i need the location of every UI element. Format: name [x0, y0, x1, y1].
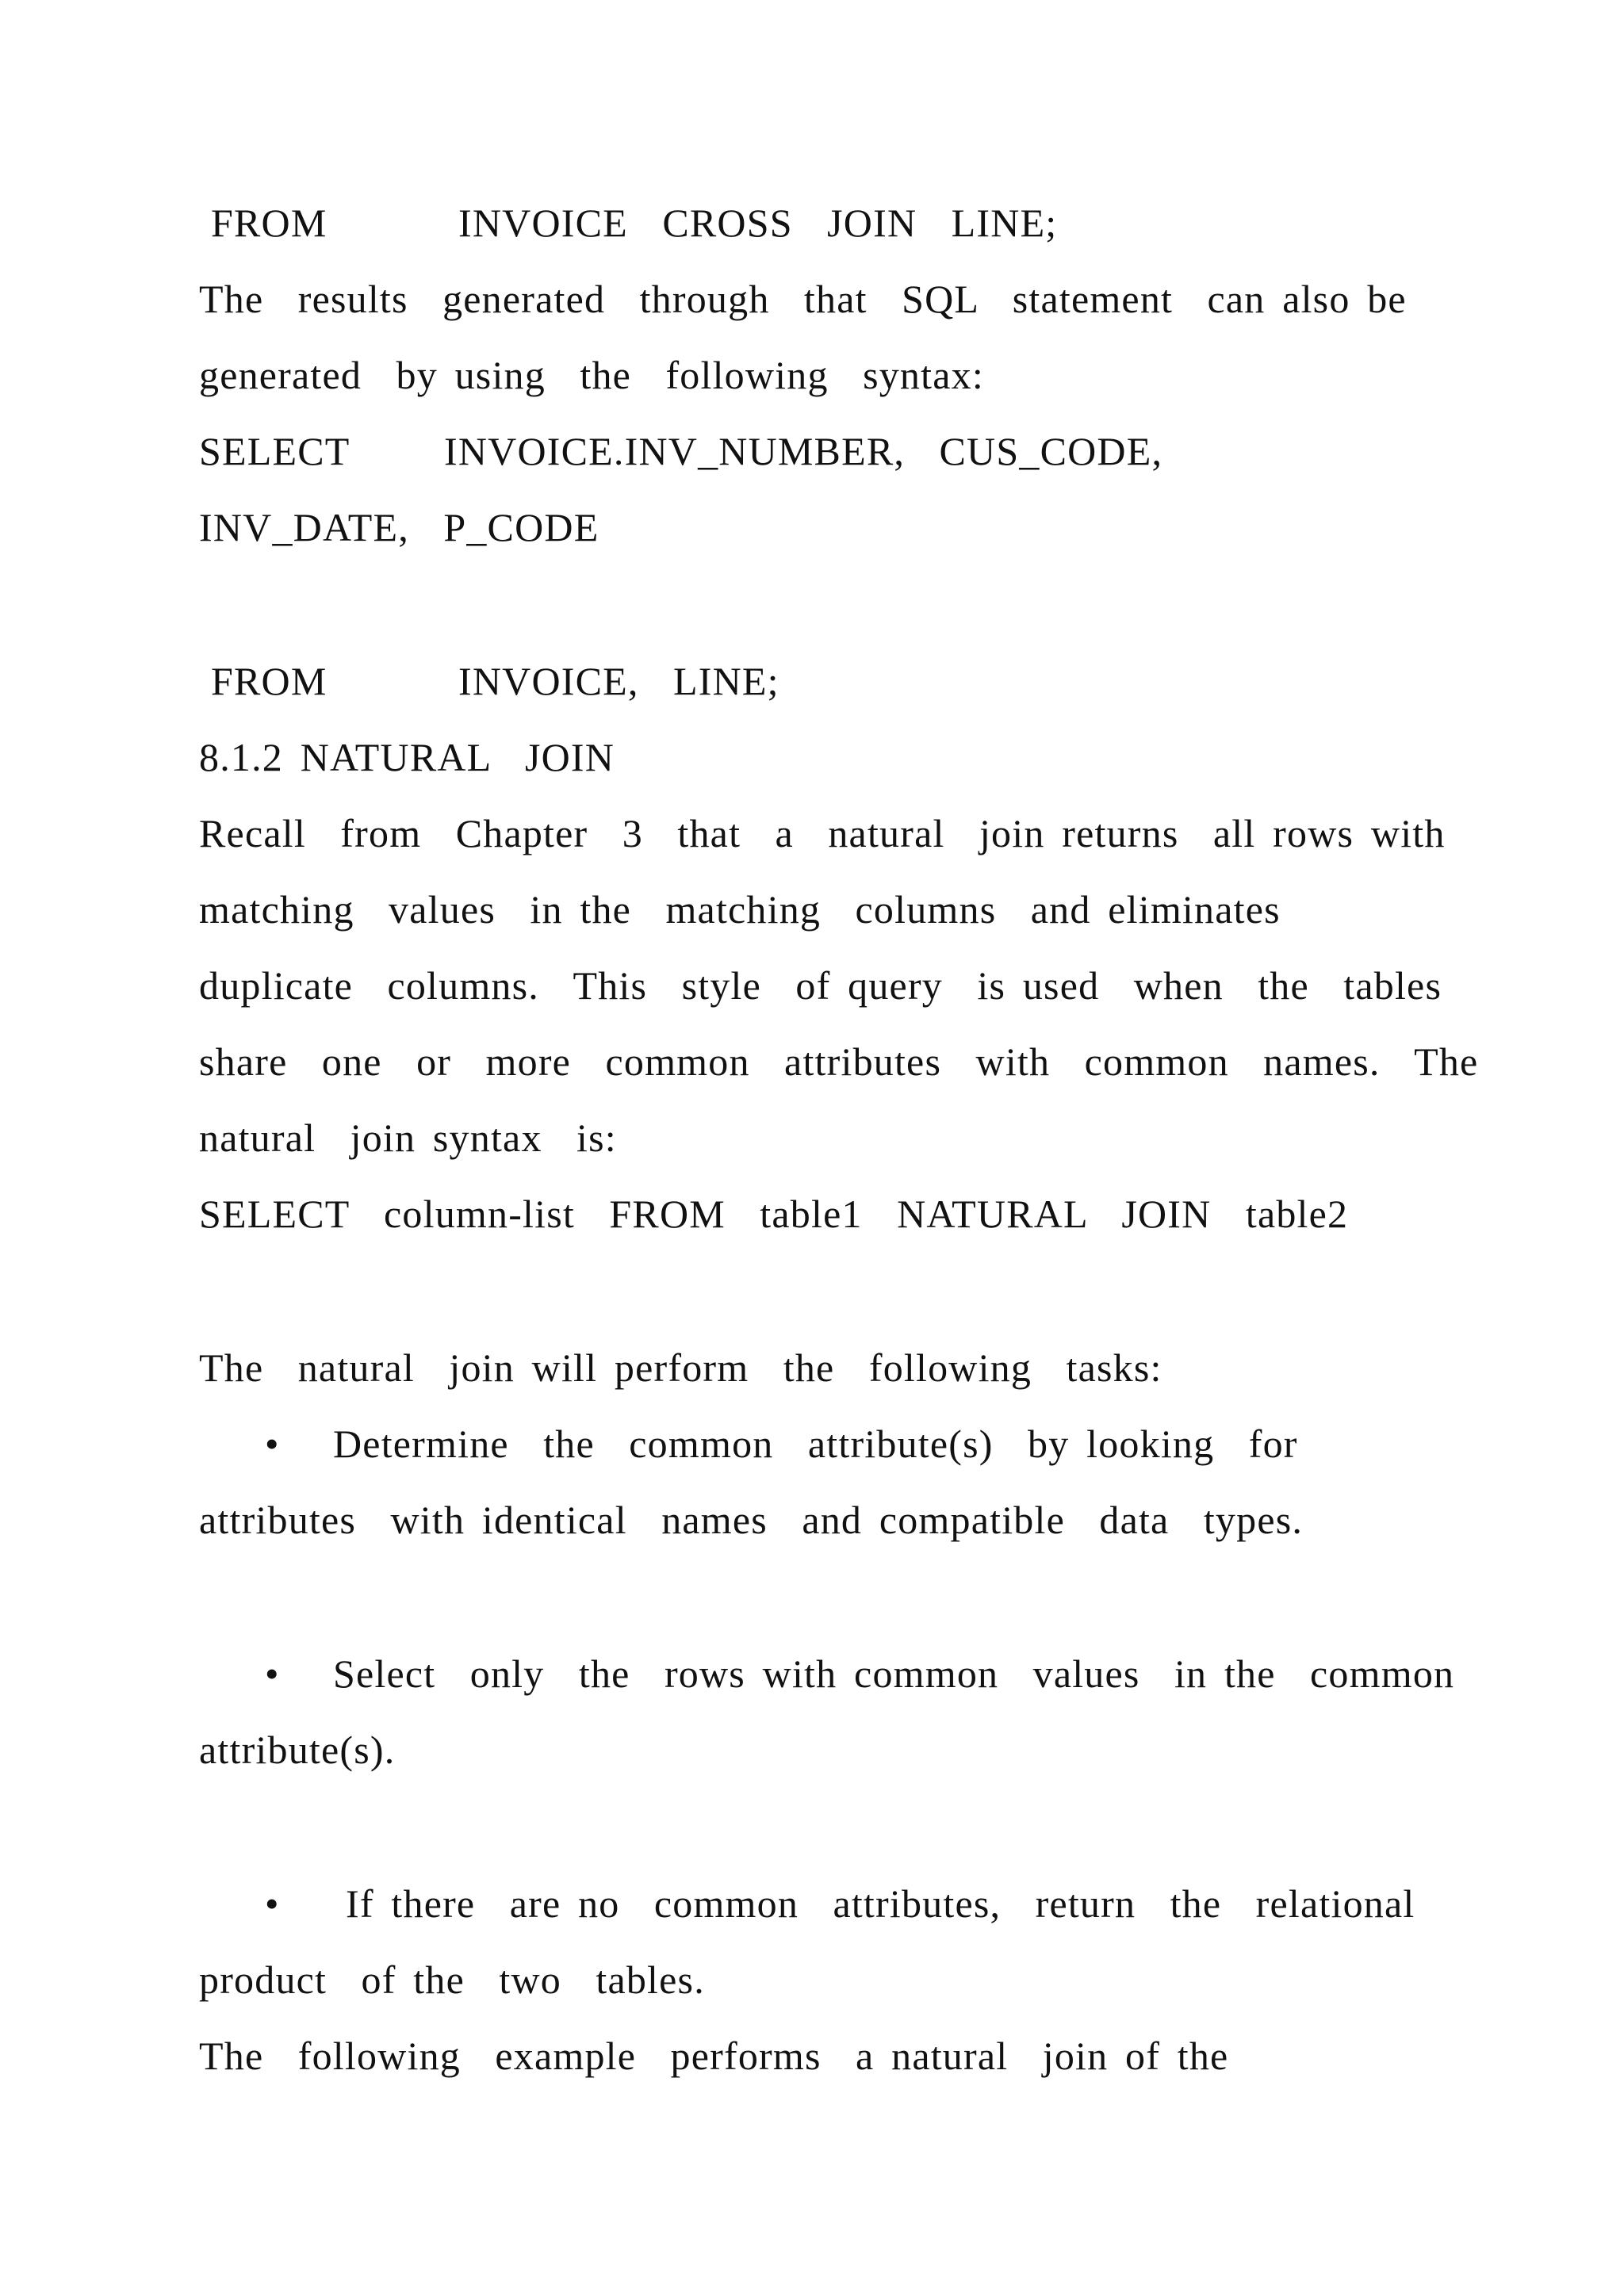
paragraph-line: matching values in the matching columns and eliminates — [199, 887, 1281, 932]
paragraph-line: duplicate columns. This style of query is used when the tables — [199, 963, 1442, 1008]
paragraph-line: The results generated through that SQL statement can also be — [199, 277, 1407, 321]
syntax-line: SELECT column-list FROM table1 NATURAL JOIN table2 — [199, 1192, 1349, 1236]
bullet-item-line: product of the two tables. — [199, 1957, 705, 2002]
bullet-item-line: attribute(s). — [199, 1728, 396, 1772]
code-keyword-select: SELECT — [199, 429, 350, 473]
paragraph-line: generated by using the following syntax: — [199, 353, 984, 397]
tasks-intro: The natural join will perform the following tasks: — [199, 1345, 1162, 1390]
code-select-columns-continued: INV_DATE, P_CODE — [199, 505, 599, 549]
bullet-item-line: attributes with identical names and compatible data types. — [199, 1498, 1304, 1542]
bullet-item-line: Determine the common attribute(s) by looking for — [333, 1422, 1298, 1466]
bullet-marker: • — [265, 1422, 280, 1466]
paragraph-line: share one or more common attributes with common names. The — [199, 1039, 1479, 1084]
paragraph-line: natural join syntax is: — [199, 1115, 617, 1160]
section-heading: 8.1.2 NATURAL JOIN — [199, 735, 615, 779]
bullet-item-line: Select only the rows with common values in the common — [333, 1651, 1455, 1696]
code-keyword-from: FROM — [211, 201, 327, 245]
closing-line: The following example performs a natural join of the — [199, 2034, 1229, 2078]
code-select-columns: INVOICE.INV_NUMBER, CUS_CODE, — [444, 429, 1163, 473]
bullet-marker: • — [265, 1881, 280, 1926]
bullet-item-line: If there are no common attributes, return the relational — [346, 1881, 1415, 1926]
code-from-value: INVOICE CROSS JOIN LINE; — [458, 201, 1058, 245]
bullet-marker: • — [265, 1651, 280, 1696]
paragraph-line: Recall from Chapter 3 that a natural join returns all rows with — [199, 811, 1446, 855]
code-from-value: INVOICE, LINE; — [458, 659, 779, 703]
code-keyword-from: FROM — [211, 659, 327, 703]
